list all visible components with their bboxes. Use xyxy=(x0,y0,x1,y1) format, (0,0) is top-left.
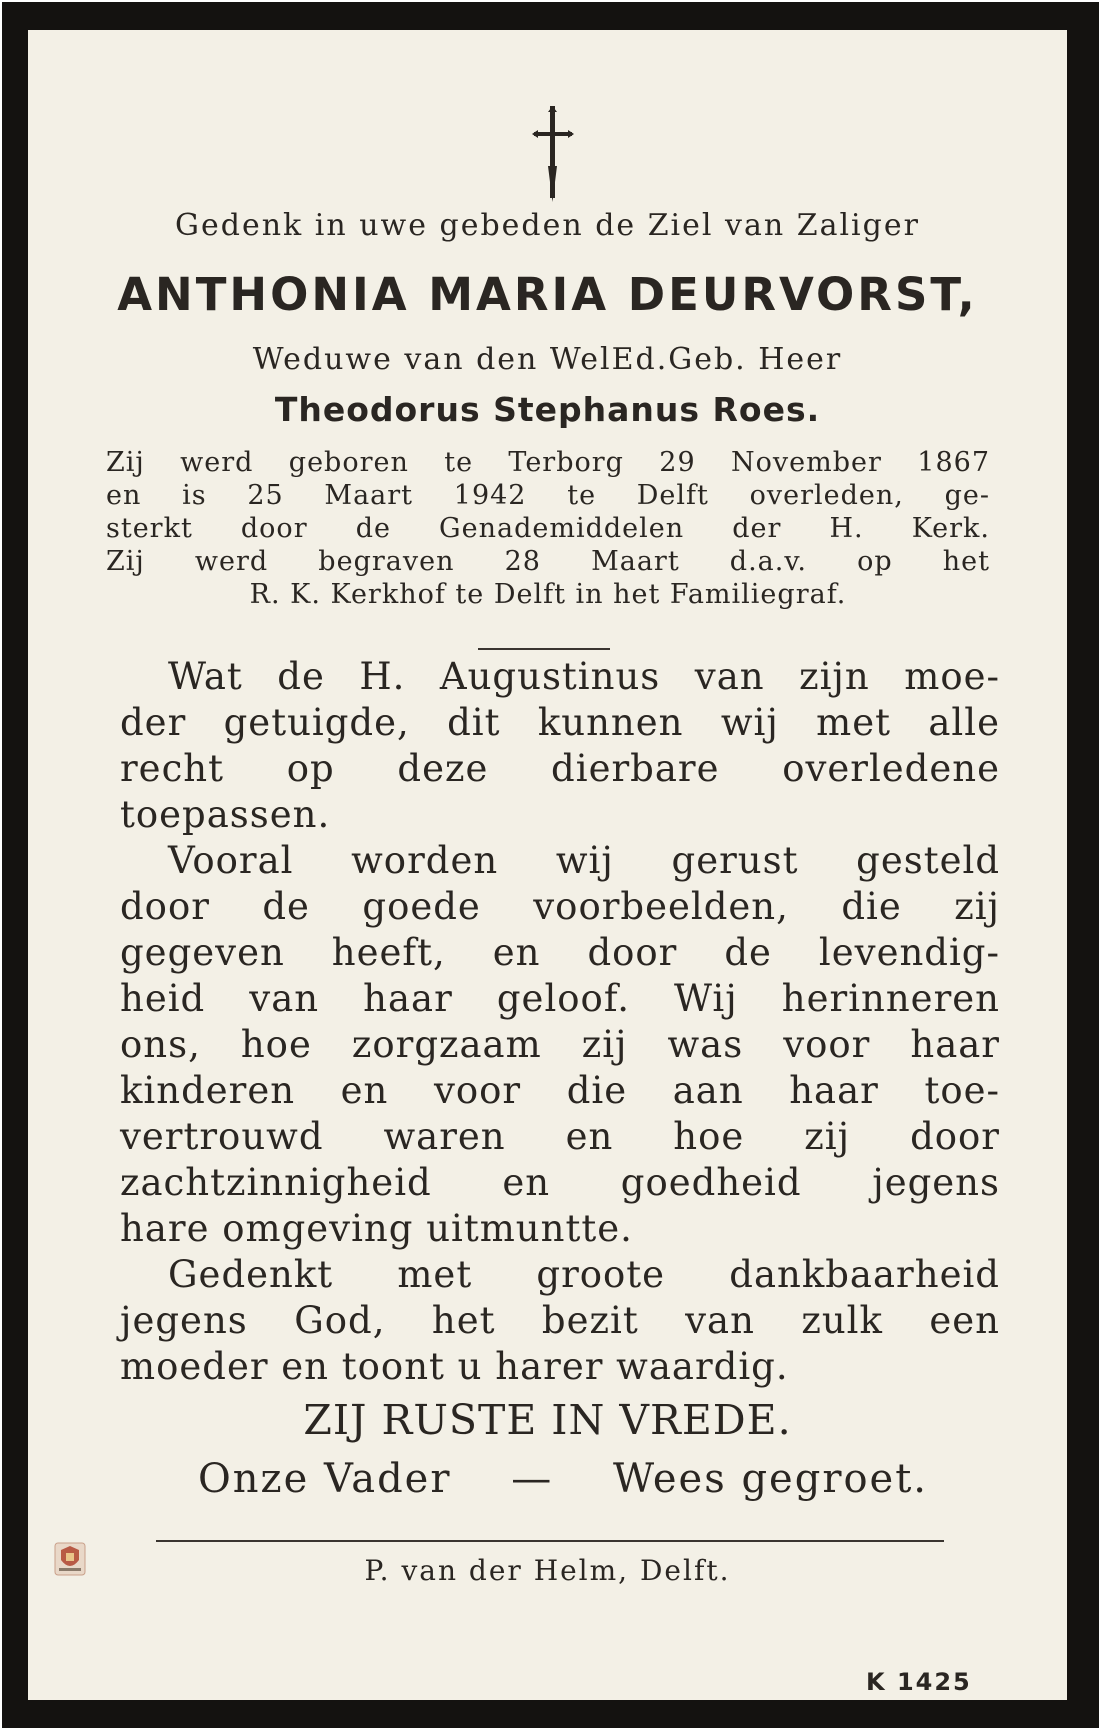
prayer-our-father: Onze Vader xyxy=(198,1456,452,1502)
prayer-line xyxy=(198,1456,928,1502)
bio-line: en is 25 Maart 1942 te Delft overleden, ge- xyxy=(106,480,990,511)
husband-name: Theodorus Stephanus Roes. xyxy=(274,390,821,429)
bio-line: Zij werd geboren te Terborg 29 November 1867 xyxy=(106,447,990,478)
memorial-line: hare omgeving uitmuntte. xyxy=(120,1207,633,1250)
bio-line: R. K. Kerkhof te Delft in het Familiegraf. xyxy=(249,579,847,610)
prayer-card-border xyxy=(2,2,1099,1728)
collection-stamp-icon xyxy=(54,1542,86,1576)
catalog-code: K 1425 xyxy=(866,1668,972,1696)
memorial-text xyxy=(120,654,1000,1390)
memorial-line: vertrouwd waren en hoe zij door xyxy=(120,1115,1000,1158)
divider-short xyxy=(478,648,610,650)
memorial-line: der getuigde, dit kunnen wij met alle xyxy=(120,701,1000,744)
printer-credit: P. van der Helm, Delft. xyxy=(364,1554,731,1587)
memorial-line: recht op deze dierbare overledene xyxy=(120,747,1000,790)
bio-line: Zij werd begraven 28 Maart d.a.v. op het xyxy=(106,546,990,577)
memorial-line: zachtzinnigheid en goedheid jegens xyxy=(120,1161,1000,1204)
prayer-card-content xyxy=(28,30,1067,1700)
memorial-line: Vooral worden wij gerust gesteld xyxy=(168,839,1000,882)
memorial-line: Wat de H. Augustinus van zijn moe- xyxy=(168,655,1000,698)
memorial-line: heid van haar geloof. Wij herinneren xyxy=(120,977,1000,1020)
memorial-line: door de goede voorbeelden, die zij xyxy=(120,885,1000,928)
memorial-line: Gedenkt met groote dankbaarheid xyxy=(168,1253,1000,1296)
memorial-line: moeder en toont u harer waardig. xyxy=(120,1345,789,1388)
deceased-name: ANTHONIA MARIA DEURVORST, xyxy=(117,268,978,321)
prayer-hail-mary: Wees gegroet. xyxy=(613,1456,928,1502)
memorial-line: ons, hoe zorgzaam zij was voor haar xyxy=(120,1023,1000,1066)
bio-line: sterkt door de Genademiddelen der H. Kerk. xyxy=(106,513,990,544)
cross-icon xyxy=(528,106,578,202)
prayer-dash: — xyxy=(511,1456,554,1502)
intro-line: Gedenk in uwe gebeden de Ziel van Zaliger xyxy=(175,208,920,243)
rest-in-peace: ZIJ RUSTE IN VREDE. xyxy=(303,1396,792,1444)
divider-long xyxy=(156,1540,944,1542)
memorial-line: kinderen en voor die aan haar toe- xyxy=(120,1069,1000,1112)
memorial-line: gegeven heeft, en door de levendig- xyxy=(120,931,1000,974)
memorial-line: jegens God, het bezit van zulk een xyxy=(120,1299,1000,1342)
biography-block xyxy=(106,446,990,611)
prayer-card-paper xyxy=(28,30,1067,1700)
widow-line: Weduwe van den WelEd.Geb. Heer xyxy=(252,342,843,377)
memorial-line: toepassen. xyxy=(120,793,331,836)
